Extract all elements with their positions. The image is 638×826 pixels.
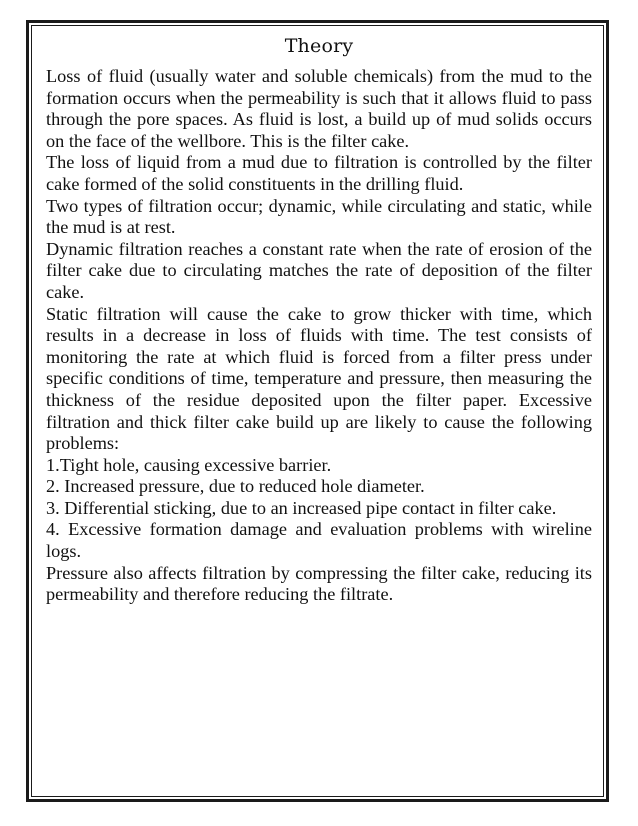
paragraph-filtration-types: Two types of filtration occur; dynamic, while circulating and static, while the mud is at rest. (46, 195, 592, 238)
paragraph-fluid-loss: Loss of fluid (usually water and soluble chemicals) from the mud to the formation occurs when the permeability is such that it allows fluid to pass through the pore spaces. As fluid is lost, a build up of mud solids occurs on the face of the wellbore. This is the filter cake. (46, 66, 592, 151)
list-item-tight-hole: 1.Tight hole, causing excessive barrier. (46, 454, 332, 475)
list-item-formation-damage: 4. Excessive formation damage and evaluation problems with wireline logs. (46, 519, 592, 562)
document-body (46, 32, 592, 606)
list-item-differential-sticking: 3. Differential sticking, due to an increased pipe contact in filter cake. (46, 497, 557, 518)
paragraph-static-filtration: Static filtration will cause the cake to grow thicker with time, which results in a decrease in loss of fluids with time. The test consists of monitoring the rate at which fluid is forced from a filter press under specific conditions of time, temperature and pressure, then measuring the thickness of the residue deposited upon the filter paper. Excessive filtration and thick filter cake build up are likely to cause the following problems: (46, 303, 592, 454)
paragraph-dynamic-filtration: Dynamic filtration reaches a constant rate when the rate of erosion of the filter cake due to circulating matches the rate of deposition of the filter cake. (46, 238, 592, 302)
paragraph-filter-cake-control: The loss of liquid from a mud due to filtration is controlled by the filter cake formed of the solid constituents in the drilling fluid. (46, 152, 592, 194)
document-title: Theory (284, 35, 354, 57)
paragraph-pressure-effect: Pressure also affects filtration by compressing the filter cake, reducing its permeability and therefore reducing the filtrate. (46, 562, 592, 605)
list-item-increased-pressure: 2. Increased pressure, due to reduced hole diameter. (46, 476, 425, 497)
